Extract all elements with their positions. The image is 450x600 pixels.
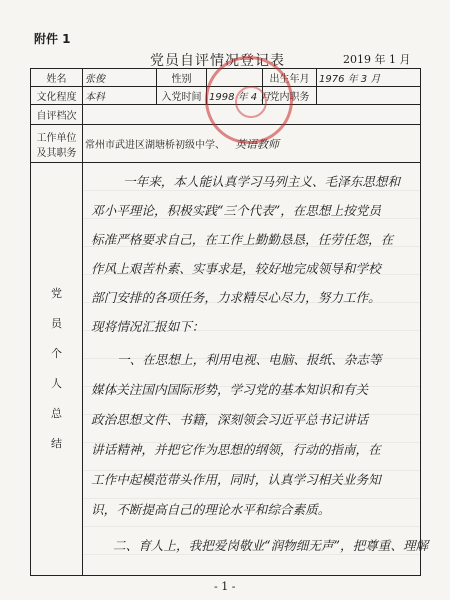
summary-line: 部门安排的各项任务，力求精尽心尽力，努力工作。 xyxy=(91,290,381,305)
form-title: 党员自评情况登记表 xyxy=(150,53,285,69)
work-unit-label-line-2: 及其职务 xyxy=(36,147,77,159)
summary-line: 作风上艰苦朴素、实事求是，较好地完成领导和学校 xyxy=(91,261,381,276)
summary-line: 媒体关注国内国际形势，学习党的基本知识和有关 xyxy=(91,382,369,397)
summary-line: 工作中起模范带头作用，同时，认真学习相关业务知 xyxy=(91,472,381,487)
summary-label-char: 总 xyxy=(51,407,62,420)
work-unit-label xyxy=(31,125,83,163)
summary-line: 一、在思想上，利用电视、电脑、报纸、杂志等 xyxy=(117,352,382,367)
work-unit-label-line-1: 工作单位 xyxy=(36,132,77,144)
gender-label: 性别 xyxy=(157,69,207,87)
registration-form xyxy=(30,68,429,576)
party-post-label: 党内职务 xyxy=(263,87,317,105)
summary-label-char: 结 xyxy=(51,437,62,450)
name-value[interactable]: 张俊 xyxy=(83,69,157,87)
summary-label-char: 党 xyxy=(51,287,62,300)
summary-text-area xyxy=(83,163,429,575)
work-unit-name: 常州市武进区湖塘桥初级中学、 xyxy=(85,139,225,151)
work-unit-value[interactable] xyxy=(83,125,421,163)
summary-label-char: 员 xyxy=(51,317,62,330)
form-date: 2019 年 1 月 xyxy=(343,53,411,66)
join-date-label: 入党时间 xyxy=(157,87,207,105)
birth-value[interactable]: 1976 年 3 月 xyxy=(317,69,421,87)
annex-label: 附件 1 xyxy=(34,32,71,46)
summary-line: 二、育人上，我把爱岗敬业“润物细无声”，把尊重、理解 xyxy=(113,538,429,553)
summary-label-char: 人 xyxy=(51,377,62,390)
summary-label xyxy=(31,163,83,576)
education-value[interactable]: 本科 xyxy=(83,87,157,105)
gender-value[interactable] xyxy=(207,69,263,87)
summary-line: 政治思想文件、书籍，深刻领会习近平总书记讲话 xyxy=(91,412,369,427)
join-date-value[interactable]: 1998 年 4 月 xyxy=(207,87,263,105)
summary-line: 邓小平理论，积极实践“三个代表”，在思想上按党员 xyxy=(91,203,381,218)
archive-label: 自评档次 xyxy=(31,105,83,125)
summary-line: 一年来，本人能认真学习马列主义、毛泽东思想和 xyxy=(123,174,401,189)
party-post-value[interactable] xyxy=(317,87,421,105)
work-role: 英语教师 xyxy=(235,137,279,151)
education-label: 文化程度 xyxy=(31,87,83,105)
summary-line: 识，不断提高自己的理论水平和综合素质。 xyxy=(91,502,331,517)
birth-label: 出生年月 xyxy=(263,69,317,87)
summary-label-char: 个 xyxy=(51,347,62,360)
page-number: - 1 - xyxy=(214,580,236,593)
archive-value[interactable] xyxy=(83,105,421,125)
summary-cell[interactable] xyxy=(83,163,429,576)
summary-line: 标准严格要求自己，在工作上勤勤恳恳，任劳任怨，在 xyxy=(91,232,394,247)
summary-line: 讲话精神，并把它作为思想的纲领，行动的指南，在 xyxy=(91,442,381,457)
name-label: 姓名 xyxy=(31,69,83,87)
summary-line: 现将情况汇报如下： xyxy=(91,319,205,334)
